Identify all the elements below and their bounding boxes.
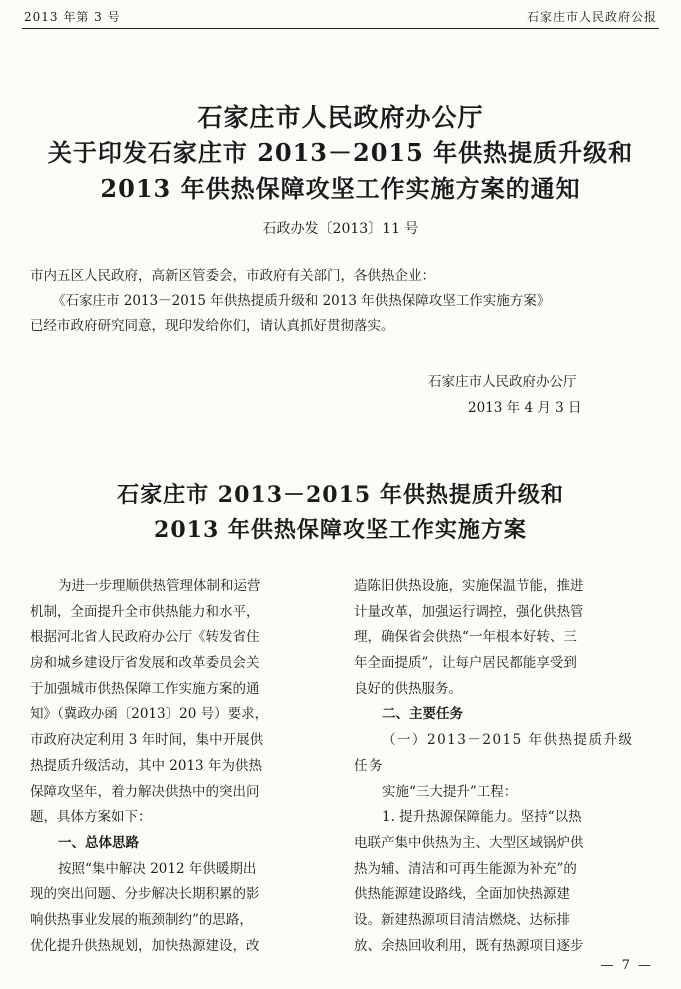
left-line: 知》（冀政办函〔2013〕20 号）要求， (30, 706, 269, 723)
plan-left-column (30, 574, 330, 959)
right-line: 良好的供热服务。 (354, 680, 462, 697)
left-line: 为进一步理顺供热管理体制和运营 (58, 578, 261, 594)
notice-signer: 石家庄市人民政府办公厅 (428, 374, 577, 390)
notice-date: 2013 年 4 月 3 日 (468, 400, 582, 416)
journal-issue: 2013 年第 3 号 (24, 10, 121, 24)
left-line: 根据河北省人民政府办公厅《转发省住 (30, 629, 260, 646)
section-heading-overall: 一、总体思路 (58, 834, 139, 851)
section-heading-tasks: 二、主要任务 (382, 706, 463, 723)
plan-title-line-1: 石家庄市 2013－2015 年供热提质升级和 (117, 482, 564, 508)
right-line: 实施“三大提升”工程： (382, 783, 518, 800)
left-line: 机制，全面提升全市供热能力和水平， (30, 603, 260, 620)
left-line: 按照“集中解决 2012 年供暖期出 (58, 860, 257, 877)
left-line: 市政府决定利用 3 年时间，集中开展供 (30, 732, 264, 749)
left-line: 响供热事业发展的瓶颈制约”的思路， (30, 911, 253, 928)
notice-addressee: 市内五区人民政府，高新区管委会，市政府有关部门，各供热企业： (30, 268, 435, 284)
right-line: 供热能源建设路线，全面加快热源建 (354, 886, 570, 903)
notice-title-line-2: 关于印发石家庄市 2013－2015 年供热提质升级和 (47, 138, 634, 167)
right-line: 放、余热回收利用，既有热源项目逐步 (354, 937, 584, 954)
plan-right-column (354, 574, 659, 959)
left-line: 热提质升级活动，其中 2013 年为供热 (30, 757, 262, 774)
right-line: 1. 提升热源保障能力。坚持“以热 (382, 809, 582, 826)
notice-title-line-1: 石家庄市人民政府办公厅 (197, 103, 484, 132)
notice-body-line-2: 已经市政府研究同意，现印发给你们，请认真抓好贯彻落实。 (30, 318, 395, 334)
journal-title: 石家庄市人民政府公报 (526, 10, 657, 24)
right-line: 设。新建热源项目清洁燃烧、达标排 (354, 911, 570, 928)
left-line: 题，具体方案如下： (30, 809, 152, 826)
notice-title-line-3: 2013 年供热保障攻坚工作实施方案的通知 (100, 174, 581, 203)
right-line: 年全面提质”，让每户居民都能享受到 (354, 655, 577, 672)
document-number: 石政办发〔2013〕11 号 (262, 221, 419, 237)
header-rule (22, 28, 659, 29)
right-line: 热为辅、清洁和可再生能源为补充”的 (354, 860, 577, 877)
subsection-heading: （一）2013－2015 年供热提质升级 (382, 732, 634, 749)
left-line: 优化提升供热规划，加快热源建设，改 (30, 937, 260, 954)
plan-title-line-2: 2013 年供热保障攻坚工作实施方案 (154, 517, 527, 543)
page-number: — 7 — (600, 958, 653, 973)
notice-body-line-1: 《石家庄市 2013－2015 年供热提质升级和 2013 年供热保障攻坚工作实施方案》 (52, 293, 551, 309)
right-line: 理，确保省会供热“一年根本好转、三 (354, 629, 577, 646)
left-line: 于加强城市供热保障工作实施方案的通 (30, 680, 260, 697)
left-line: 房和城乡建设厅省发展和改革委员会关 (30, 655, 260, 672)
left-line: 现的突出问题、分步解决长期积累的影 (30, 886, 260, 903)
subsection-heading-cont: 任务 (354, 757, 384, 774)
left-line: 保障攻坚年，着力解决供热中的突出问 (30, 783, 260, 800)
right-line: 电联产集中供热为主、大型区域锅炉供 (354, 834, 584, 851)
right-line: 计量改革，加强运行调控，强化供热管 (354, 603, 584, 620)
right-line: 造陈旧供热设施，实施保温节能，推进 (354, 578, 584, 594)
